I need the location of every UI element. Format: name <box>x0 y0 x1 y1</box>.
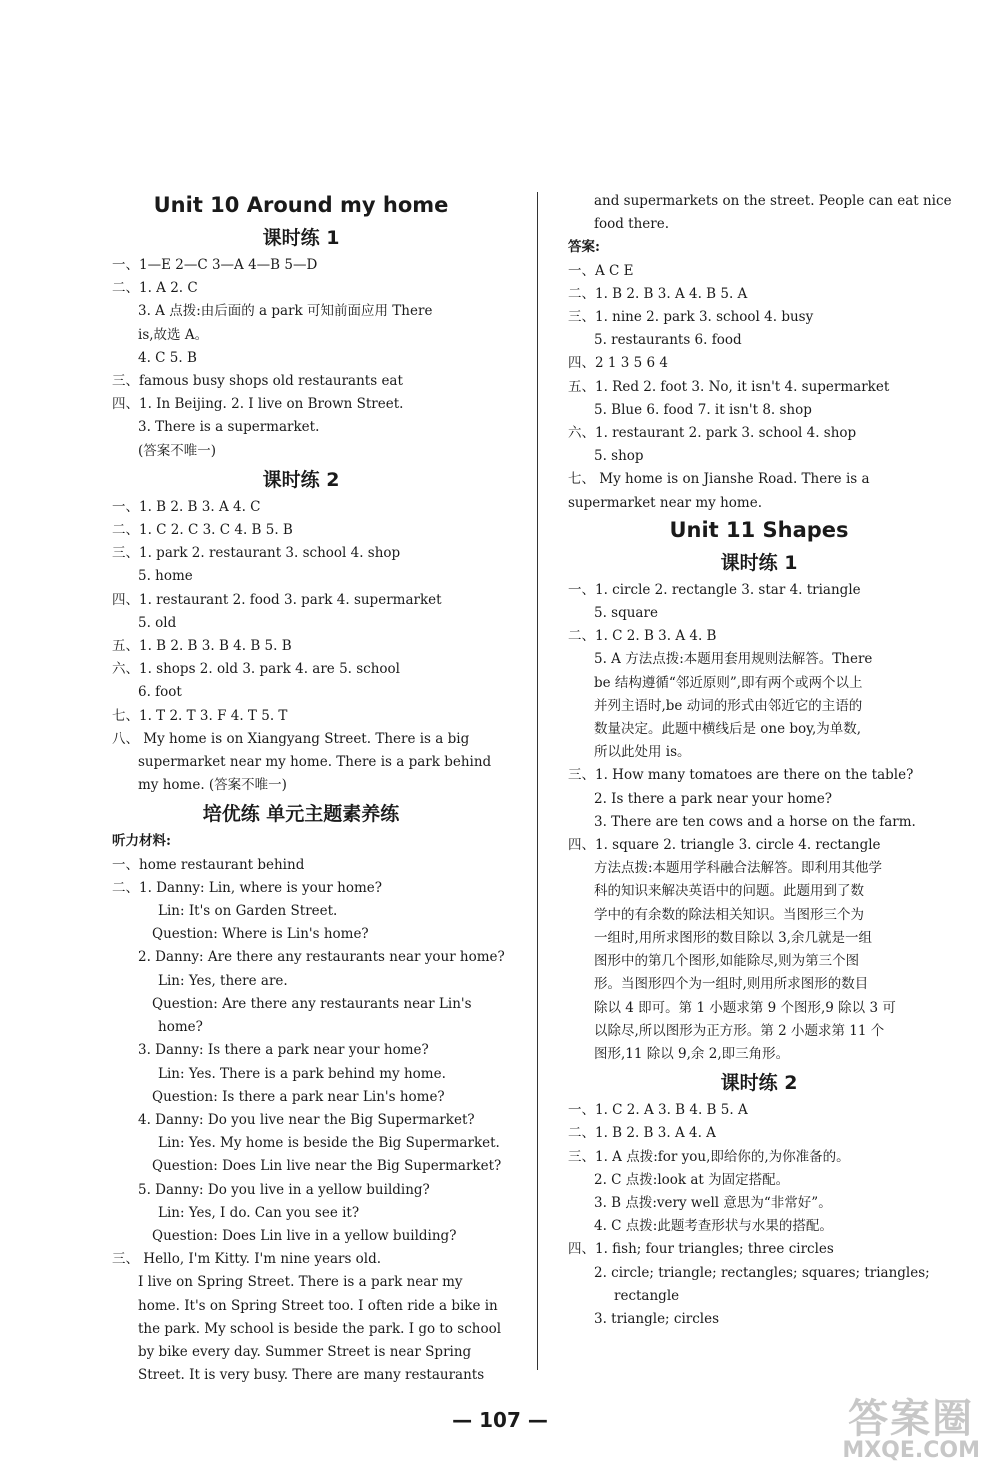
right-column <box>568 190 950 1331</box>
answer-line: 图形中的第几个图形,如能除尽,则为第三个图 <box>594 953 860 970</box>
answer-line: 5. home <box>138 568 193 585</box>
answer-line: 四、1. In Beijing. 2. I live on Brown Street. <box>112 396 404 413</box>
unit-10-title: Unit 10 Around my home <box>153 193 449 217</box>
section-title: 培优练 单元主题素养练 <box>202 803 400 826</box>
watermark-logo-text: 答案圈 <box>848 1396 975 1442</box>
answer-line: (答案不唯一) <box>138 442 217 459</box>
answer-line: 2. Danny: Are there any restaurants near your home? <box>138 949 505 966</box>
answer-line: 一、1. B 2. B 3. A 4. C <box>112 498 261 515</box>
answer-line: 方法点拨:本题用学科融合法解答。即利用其他学 <box>594 860 883 877</box>
answer-line: home. It's on Spring Street too. I often ride a bike in <box>138 1297 498 1314</box>
answer-line: 一、1. C 2. A 3. B 4. B 5. A <box>568 1102 748 1119</box>
section-title: 课时练 1 <box>720 551 798 574</box>
answer-line: 4. C 点拨:此题考查形状与水果的搭配。 <box>594 1218 833 1235</box>
answer-line: 5. old <box>138 614 177 631</box>
answer-line: 3. There are ten cows and a horse on the farm. <box>594 813 916 830</box>
watermark-site-text: MXQE.COM <box>842 1438 980 1463</box>
answer-line: 5. Blue 6. food 7. it isn't 8. shop <box>594 401 812 418</box>
section-title: 课时练 2 <box>720 1072 798 1095</box>
answer-line: 3. A 点拨:由后面的 a park 可知前面应用 There <box>138 303 433 320</box>
answer-line: 2. Is there a park near your home? <box>594 790 833 807</box>
answer-line: Lin: Yes, I do. Can you see it? <box>158 1204 360 1221</box>
answer-line: 二、1. C 2. B 3. A 4. B <box>568 628 717 645</box>
answer-line: by bike every day. Summer Street is near Spring <box>138 1343 472 1360</box>
answer-line: the park. My school is beside the park. I go to school <box>138 1320 502 1337</box>
answer-line: 3. triangle; circles <box>594 1310 720 1327</box>
answer-line: Street. It is very busy. There are many restaurants <box>138 1367 485 1384</box>
answer-line: 一、1. circle 2. rectangle 3. star 4. triangle <box>568 581 861 598</box>
answer-line: 六、1. shops 2. old 3. park 4. are 5. school <box>112 661 401 678</box>
answer-line: 并列主语时,be 动词的形式由邻近它的主语的 <box>594 697 863 714</box>
answer-line: 六、1. restaurant 2. park 3. school 4. shop <box>568 425 857 442</box>
answer-line: and supermarkets on the street. People can eat nice <box>594 193 952 209</box>
section-title: 课时练 2 <box>262 468 340 491</box>
answer-line: supermarket near my home. There is a park behind <box>138 754 492 771</box>
answer-line: 形。当图形四个为一组时,则用所求图形的数目 <box>594 976 869 993</box>
answer-line: Question: Are there any restaurants near Lin's <box>152 995 472 1012</box>
answer-line: 所以此处用 is。 <box>594 744 691 761</box>
answer-line: 4. C 5. B <box>138 349 197 366</box>
left-sections <box>112 223 505 1387</box>
right-sections <box>568 548 950 1331</box>
answer-line: home? <box>158 1019 203 1036</box>
answer-line: 四、2 1 3 5 6 4 <box>568 355 668 372</box>
answer-line: 5. square <box>594 605 658 622</box>
section-title: 课时练 1 <box>262 227 340 249</box>
answer-line: 2. circle; triangle; rectangles; squares; triangles; <box>594 1264 930 1281</box>
answer-line: 4. Danny: Do you live near the Big Supermarket? <box>138 1111 475 1128</box>
answer-line: 二、1. C 2. C 3. C 4. B 5. B <box>112 522 293 539</box>
answer-line: 5. restaurants 6. food <box>594 332 742 349</box>
answer-line: supermarket near my home. <box>568 494 762 511</box>
page-number: — 107 — <box>452 1408 548 1432</box>
answer-line: 四、1. restaurant 2. food 3. park 4. supermarket <box>112 591 442 608</box>
answer-line: 一、1—E 2—C 3—A 4—B 5—D <box>112 257 318 273</box>
answer-line: 数量决定。此题中横线后是 one boy,为单数, <box>594 721 862 738</box>
answer-line: 一组时,用所求图形的数目除以 3,余几就是一组 <box>594 929 872 946</box>
answer-line: 三、1. nine 2. park 3. school 4. busy <box>568 309 814 326</box>
answer-line: 除以 4 即可。第 1 小题求第 9 个图形,9 除以 3 可 <box>594 999 896 1016</box>
answer-line: 三、1. A 点拨:for you,即给你的,为你准备的。 <box>568 1148 850 1165</box>
answer-line: food there. <box>594 216 670 233</box>
answer-line: 5. A 方法点拨:本题用套用规则法解答。There <box>594 651 873 668</box>
answer-line: is,故选 A。 <box>138 326 209 343</box>
answer-line: 五、1. B 2. B 3. B 4. B 5. B <box>112 638 292 655</box>
answer-line: 二、1. B 2. B 3. A 4. A <box>568 1125 716 1142</box>
answer-line: 5. Danny: Do you live in a yellow building? <box>138 1181 430 1198</box>
answer-line: 5. shop <box>594 448 644 465</box>
answer-line: Lin: Yes. My home is beside the Big Supermarket. <box>158 1135 500 1152</box>
answer-line: 二、1. A 2. C <box>112 280 198 297</box>
answer-line: 七、1. T 2. T 3. F 4. T 5. T <box>112 707 288 724</box>
answer-line: 二、1. B 2. B 3. A 4. B 5. A <box>568 285 748 302</box>
answer-line: Question: Where is Lin's home? <box>152 926 369 943</box>
answer-line: Question: Does Lin live near the Big Supermarket? <box>152 1158 502 1175</box>
answer-line: 科的知识来解决英语中的问题。此题用到了数 <box>594 883 864 900</box>
answer-line: 七、 My home is on Jianshe Road. There is a <box>568 471 870 488</box>
answer-line: 2. C 点拨:look at 为固定搭配。 <box>594 1171 790 1188</box>
column-divider <box>537 192 538 1370</box>
answer-line: 听力材料: <box>112 833 171 850</box>
answer-line: 三、famous busy shops old restaurants eat <box>112 373 403 390</box>
answer-line: 3. There is a supermarket. <box>138 419 320 436</box>
answer-line: 三、1. How many tomatoes are there on the table? <box>568 767 914 784</box>
unit-11-title: Unit 11 Shapes <box>669 517 849 542</box>
answer-line: be 结构遵循“邻近原则”,即有两个或两个以上 <box>594 674 863 691</box>
answer-line: 一、home restaurant behind <box>112 856 305 873</box>
answer-line: 学中的有余数的除法相关知识。当图形三个为 <box>594 906 864 923</box>
answer-line: 3. B 点拨:very well 意思为“非常好”。 <box>594 1194 832 1211</box>
answer-line: I live on Spring Street. There is a park near my <box>138 1274 463 1291</box>
answer-line: 四、1. square 2. triangle 3. circle 4. rectangle <box>568 837 881 854</box>
right-top-lines <box>568 190 950 515</box>
answer-line: 以除尽,所以图形为正方形。第 2 小题求第 11 个 <box>594 1022 885 1039</box>
answer-line: Question: Does Lin live in a yellow building? <box>152 1227 457 1244</box>
answer-line: 三、1. park 2. restaurant 3. school 4. shop <box>112 545 401 562</box>
answer-line: Lin: Yes, there are. <box>158 972 288 989</box>
watermark-logo <box>842 1387 980 1463</box>
answer-line: 三、 Hello, I'm Kitty. I'm nine years old. <box>112 1251 382 1268</box>
answer-line: rectangle <box>614 1287 680 1304</box>
answer-line: Lin: Yes. There is a park behind my home. <box>158 1065 446 1082</box>
answer-line: 6. foot <box>138 684 182 701</box>
answer-line: 四、1. fish; four triangles; three circles <box>568 1241 834 1258</box>
answer-line: 3. Danny: Is there a park near your home? <box>138 1042 429 1059</box>
answer-line: 八、 My home is on Xiangyang Street. There is a big <box>112 730 470 747</box>
answer-line: Question: Is there a park near Lin's home? <box>152 1088 445 1105</box>
answer-line: Lin: It's on Garden Street. <box>158 903 338 920</box>
left-column <box>112 190 505 1387</box>
answer-line: 五、1. Red 2. foot 3. No, it isn't 4. supermarket <box>568 378 890 395</box>
answer-line: 二、1. Danny: Lin, where is your home? <box>112 879 383 896</box>
answer-line: 一、A C E <box>568 262 634 279</box>
answer-line: my home. (答案不唯一) <box>138 777 287 794</box>
answer-line: 图形,11 除以 9,余 2,即三角形。 <box>594 1045 790 1062</box>
answer-line: 答案: <box>568 239 600 256</box>
